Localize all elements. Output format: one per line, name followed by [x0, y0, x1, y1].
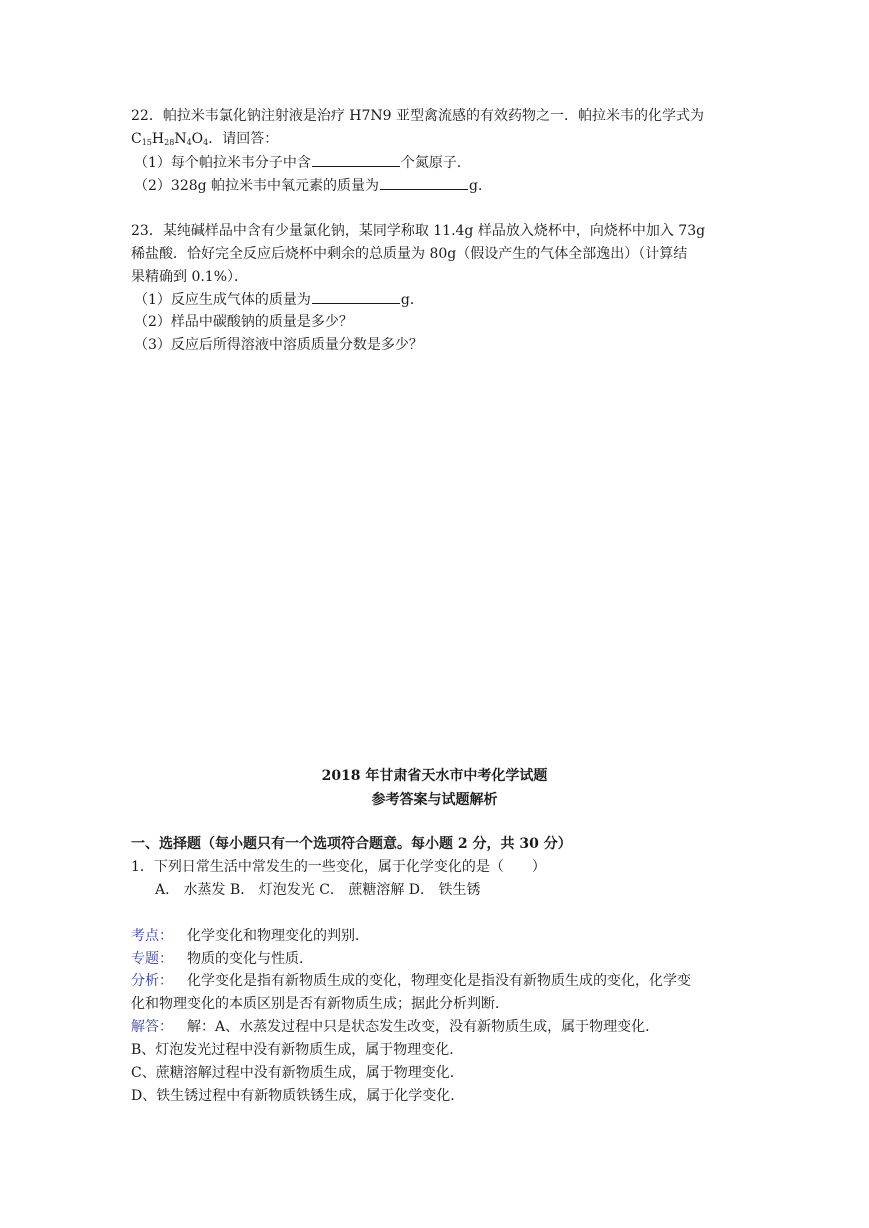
q23-part2: （2）样品中碳酸钠的质量是多少？ [134, 314, 353, 330]
q22-part2-suffix: g． [469, 178, 493, 194]
q22-line1: 22．帕拉米韦氯化钠注射液是治疗 H7N9 亚型禽流感的有效药物之一．帕拉米韦的化学式为 [131, 108, 704, 124]
q23-part1-suffix: g． [400, 292, 424, 308]
q23-line1: 23．某纯碱样品中含有少量氯化钠，某同学称取 11.4g 样品放入烧杯中，向烧杯中加入 73g [131, 223, 706, 239]
fenxi-label: 分析： [131, 973, 173, 989]
q1-stem: 1．下列日常生活中常发生的一些变化，属于化学变化的是（ ） [131, 859, 546, 875]
answer-subtitle: 参考答案与试题解析 [371, 792, 498, 808]
formula-h: H [151, 131, 165, 147]
q22-part1-blank[interactable] [312, 152, 400, 167]
q23-line2: 稀盐酸．恰好完全反应后烧杯中剩余的总质量为 80g（假设产生的气体全部逸出）（计算结 [131, 246, 688, 262]
formula-n-sub: 4 [186, 138, 192, 147]
q22-part1-prefix: （1）每个帕拉米韦分子中含 [134, 155, 311, 171]
q22-line2-suffix: ．请回答： [208, 131, 279, 147]
fenxi-row [131, 971, 691, 991]
q22-formula-line [131, 129, 278, 149]
section-heading: 一、选择题（每小题只有一个选项符合题意。每小题 2 分，共 30 分） [131, 836, 572, 852]
q23-part1-blank[interactable] [312, 289, 400, 304]
kaodian-row [131, 926, 369, 946]
kaodian-text: 化学变化和物理变化的判别． [187, 928, 369, 944]
fenxi-text1: 化学变化是指有新物质生成的变化，物理变化是指没有新物质生成的变化，化学变 [187, 973, 691, 989]
jieda-label: 解答： [131, 1019, 173, 1035]
jieda-text: 解：A、水蒸发过程中只是状态发生改变，没有新物质生成，属于物理变化． [187, 1019, 660, 1035]
zhuanti-label: 专题： [131, 951, 173, 967]
q23-part1-prefix: （1）反应生成气体的质量为 [134, 292, 311, 308]
formula-o: O [191, 131, 204, 147]
zhuanti-text: 物质的变化与性质． [187, 951, 313, 967]
formula-n: N [174, 131, 187, 147]
q23-part1 [134, 289, 424, 309]
kaodian-label: 考点： [131, 928, 173, 944]
fenxi-text2: 化和物理变化的本质区别是否有新物质生成；据此分析判断． [131, 996, 509, 1012]
zhuanti-row [131, 949, 313, 969]
formula-c: C [131, 131, 142, 147]
q22-part1 [134, 152, 471, 172]
q22-part2-prefix: （2）328g 帕拉米韦中氧元素的质量为 [134, 178, 380, 194]
answer-line-b: B、灯泡发光过程中没有新物质生成，属于物理变化． [131, 1042, 464, 1058]
formula-c-sub: 15 [141, 138, 152, 147]
formula-h-sub: 28 [164, 138, 175, 147]
formula-o-sub: 4 [203, 138, 209, 147]
q22-part2-blank[interactable] [380, 175, 468, 190]
q23-line3: 果精确到 0.1%）． [131, 269, 249, 285]
q23-part3: （3）反应后所得溶液中溶质质量分数是多少？ [134, 337, 423, 353]
jieda-row [131, 1017, 659, 1037]
answer-line-d: D、铁生锈过程中有新物质铁锈生成，属于化学变化． [131, 1088, 465, 1104]
q22-part2 [134, 175, 492, 195]
q1-options: A． 水蒸发 B． 灯泡发光 C． 蔗糖溶解 D． 铁生锈 [155, 882, 481, 898]
q22-part1-suffix: 个氮原子． [400, 155, 471, 171]
answer-line-c: C、蔗糖溶解过程中没有新物质生成，属于物理变化． [131, 1065, 464, 1081]
answer-title: 2018 年甘肃省天水市中考化学试题 [321, 768, 548, 784]
